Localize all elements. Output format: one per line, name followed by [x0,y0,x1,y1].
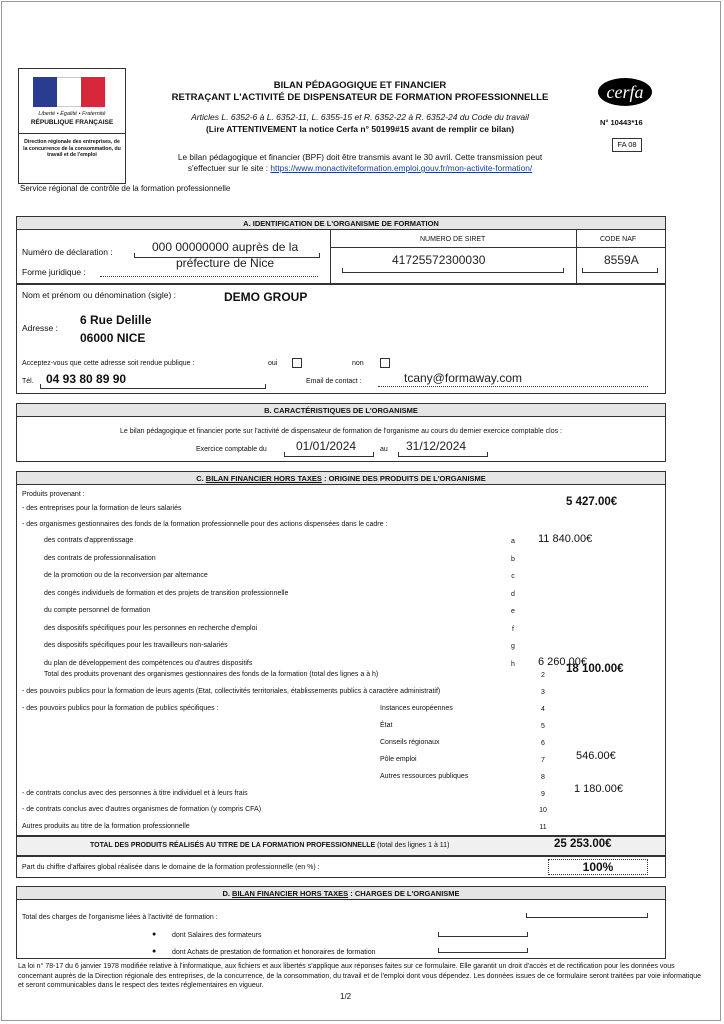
siret-comb [342,268,564,273]
public-row-index: 7 [541,757,545,764]
exercice-date-to[interactable]: 31/12/2024 [406,439,467,453]
section-d-suffix: : CHARGES DE L'ORGANISME [348,889,460,898]
articles-reference: Articles L. 6352-6 à L. 6352-11, L. 6355-15 et R. 6352-22 à R. 6352-24 du Code du travail [191,112,529,122]
section-a-divider [330,229,331,284]
naf-value[interactable]: 8559A [604,253,639,267]
individuels-label: - de contrats conclus avec des personnes à titre individuel et à leurs frais [22,790,248,797]
produits-provenant-label: Produits provenant : [22,491,85,498]
section-d-prefix: D. [222,889,233,898]
public-row-index: 6 [541,740,545,747]
bullet-icon: ● [152,931,157,938]
entreprises-amount[interactable]: 5 427.00€ [566,496,618,508]
oui-checkbox[interactable] [292,358,302,368]
date-from-comb [284,452,374,457]
name-value[interactable]: DEMO GROUP [224,290,308,304]
exercice-date-from[interactable]: 01/01/2024 [296,439,357,453]
opco-row-label: de la promotion ou de la reconversion par alternance [44,572,208,579]
salaires-label: dont Salaires des formateurs [172,932,262,939]
declaration-label: Numéro de déclaration : [22,247,113,257]
address-line1[interactable]: 6 Rue Delille [80,313,152,327]
oui-label: oui [268,360,278,367]
bpf-instructions-line1: Le bilan pédagogique et financier (BPF) doit être transmis avant le 30 avril. Cette transmission peut [177,152,543,162]
opco-row-index: a [511,538,515,545]
part-ca-label: Part du chiffre d'affaires global réalisée dans le domaine de la formation professionnelle (en %) : [22,864,320,871]
individuels-amount[interactable]: 1 180.00€ [574,783,623,795]
email-dots [378,386,648,387]
logo-motto: Liberté • Égalité • Fraternité [38,111,106,117]
pouvoirs-agents-label: - des pouvoirs publics pour la formation de leurs agents (Etat, collectivités territoriales, établissements publics à caractère administratif) [22,688,441,695]
opco-row-amount[interactable]: 11 840.00€ [538,533,593,545]
entreprises-label: - des entreprises pour la formation de leurs salariés [22,505,182,512]
section-a-divider-naf [576,229,577,284]
pouvoirs-agents-index: 3 [541,689,545,696]
opco-row-index: b [511,555,515,563]
siret-header-line [330,247,666,248]
opco-row-label: des congés individuels de formation et des projets de transition professionnelle [44,589,289,597]
part-ca-value[interactable]: 100% [548,859,648,875]
opco-row-index: c [511,573,515,580]
opco-row-index: e [511,608,515,615]
opco-row-index: f [512,625,514,633]
logo-divider [19,133,125,134]
section-b-text: Le bilan pédagogique et financier porte sur l'activité de dispensateur de formation de l'organisme au cours du dernier exercice comptable clos : [120,428,562,435]
exercice-label: Exercice comptable du [196,446,267,453]
tel-label: Tél. [22,378,34,385]
declaration-value[interactable]: 000 00000000 auprès de la [152,240,299,254]
public-row-label: Autres ressources publiques [380,773,469,780]
public-row-label: État [380,722,393,729]
notice-reference: (Lire ATTENTIVEMENT la notice Cerfa n° 50199#15 avant de remplir ce bilan) [205,124,515,134]
forme-juridique-dots [100,276,318,277]
tel-value[interactable]: 04 93 80 89 90 [46,372,127,386]
name-label: Nom et prénom ou dénomination (sigle) : [22,290,177,300]
total-opco-amount[interactable]: 18 100.00€ [566,663,624,675]
opco-label: - des organismes gestionnaires des fonds de la formation professionnelle pour des actions dispensées dans le cadre : [22,521,388,528]
total-produits-amount[interactable]: 25 253.00€ [554,838,612,850]
total-produits-label [90,842,449,849]
bpf-instructions-prefix: s'effectuer sur le site : [187,163,271,173]
marianne-logo-box [18,68,126,184]
opco-row-label: des contrats de professionnalisation [44,554,156,562]
section-c-header [16,471,666,485]
cerfa-logo: cerfa [598,78,652,106]
section-d-header [16,886,666,900]
naf-header: CODE NAF [600,236,637,243]
legal-footer: La loi n° 78-17 du 6 janvier 1978 modifiée relative à l'informatique, aux fichiers et aux libertés s'applique aux réponses faites sur ce formulaire. Elle garantit un droit d'accès et de rectification pour les données vous concernant auprès de la Direction régionale des entreprises, de la concurrence, de la consommation, du travail et de l'emploi dont vous dépendez. Les données issues de ce formulaire seront traitées par voie informatique et seront communicables dans le respect des textes réglementaires en vigueur. [18,963,702,989]
tel-comb [40,384,266,389]
bpf-site-link[interactable]: https://www.monactiviteformation.emploi.gouv.fr/mon-activite-formation/ [270,163,533,173]
section-c-suffix: : ORIGINE DES PRODUITS DE L'ORGANISME [321,474,486,483]
bullet-icon: ● [152,948,157,955]
autres-produits-index: 11 [539,824,547,831]
date-to-comb [398,452,488,457]
autres-of-label: - de contrats conclus avec d'autres organismes de formation (y compris CFA) [22,806,262,813]
bpf-instructions-line2 [120,163,600,173]
non-label: non [352,360,364,367]
fa-code: FA 08 [612,138,642,152]
opco-row-label: du compte personnel de formation [44,607,151,614]
achats-label: dont Achats de prestation de formation et honoraires de formation [172,949,376,956]
public-row-amount[interactable]: 546.00€ [576,750,616,762]
autres-of-index: 10 [539,807,547,814]
cerfa-number: N° 10443*16 [600,118,643,127]
address-label: Adresse : [22,323,58,333]
public-row-index: 5 [541,723,545,730]
siret-header: NUMERO DE SIRET [420,236,486,243]
opco-row-amount[interactable]: 6 260.00€ [538,655,587,668]
opco-row-label: des dispositifs spécifiques pour les travailleurs non-salariés [44,642,228,649]
autres-produits-label: Autres produits au titre de la formation professionnelle [22,823,190,830]
pouvoirs-publics-label: - des pouvoirs publics pour la formation de publics spécifiques : [22,705,219,712]
opco-row-label: du plan de développement des compétences ou d'autres dispositifs [44,659,253,667]
address-line2[interactable]: 06000 NICE [80,331,146,345]
section-c-prefix: C. [196,474,206,483]
total-opco-index: 2 [541,672,545,679]
public-row-label: Pôle emploi [380,756,417,763]
email-label: Email de contact : [306,378,362,385]
forme-juridique-value[interactable]: préfecture de Nice [176,256,275,270]
public-row-label: Conseils régionaux [380,739,440,746]
individuels-index: 9 [541,791,545,798]
section-a-header: A. IDENTIFICATION DE L'ORGANISME DE FORMATION [16,216,666,230]
total-produits-label-normal: (total des lignes 1 à 11) [375,842,450,849]
total-opco-label: Total des produits provenant des organismes gestionnaires des fonds de la formation (total des lignes a à h) [44,671,379,678]
page-title-line1: BILAN PÉDAGOGIQUE ET FINANCIER [273,80,447,91]
total-charges-comb[interactable] [526,913,648,918]
public-row-index: 8 [541,774,545,781]
logo-direction: Direction régionale des entreprises, de la concurrence de la consommation, du travail et de l'emploi [23,139,121,158]
public-row-index: 4 [541,706,545,713]
service-label: Service régional de contrôle de la formation professionnelle [20,184,231,193]
section-b-header: B. CARACTÉRISTIQUES DE L'ORGANISME [16,403,666,417]
public-row-label: Instances européennes [380,705,453,712]
exercice-au: au [380,446,388,453]
total-produits-label-bold: TOTAL DES PRODUITS RÉALISÉS AU TITRE DE LA FORMATION PROFESSIONNELLE [90,842,376,849]
opco-row-label: des contrats d'apprentissage [44,537,134,544]
achats-comb[interactable] [438,948,528,953]
public-address-question: Acceptez-vous que cette adresse soit rendue publique : [22,360,195,367]
page-number: 1/2 [340,992,352,1001]
opco-row-index: h [511,660,515,668]
salaires-comb[interactable] [438,932,528,937]
page-title-line2: RETRAÇANT L'ACTIVITÉ DE DISPENSATEUR DE FORMATION PROFESSIONNELLE [171,92,549,103]
opco-row-label: des dispositifs spécifiques pour les personnes en recherche d'emploi [44,624,258,632]
siret-value[interactable]: 41725572300030 [392,253,486,267]
naf-comb [582,268,658,273]
marianne-flag-icon [33,77,105,107]
total-charges-label: Total des charges de l'organisme liées à l'activité de formation : [22,914,218,921]
section-c-underlined: BILAN FINANCIER HORS TAXES [205,474,322,483]
forme-juridique-label: Forme juridique : [22,267,86,277]
logo-republic: RÉPUBLIQUE FRANÇAISE [30,119,114,126]
email-value[interactable]: tcany@formaway.com [404,371,522,385]
section-d-underlined: BILAN FINANCIER HORS TAXES [232,889,349,898]
opco-row-index: d [511,590,515,598]
non-checkbox[interactable] [380,358,390,368]
opco-row-index: g [511,643,515,650]
